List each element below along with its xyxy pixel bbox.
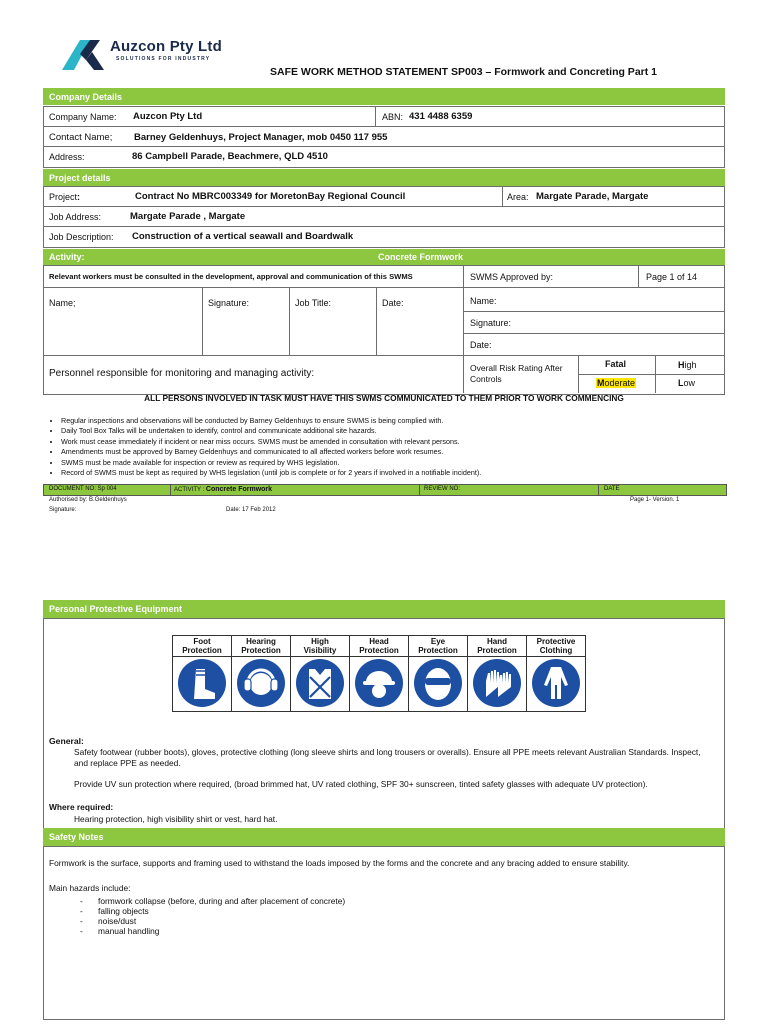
- logo-name: Auzcon Pty Ltd: [110, 38, 222, 55]
- boot-icon: [173, 657, 232, 712]
- area-value: Margate Parade, Margate: [536, 191, 649, 202]
- footer-activity: ACTIVITY : Concrete Formwork: [174, 486, 273, 493]
- job-title-column: Job Title:: [295, 298, 332, 308]
- project-label: Project:: [49, 192, 81, 202]
- general-text: Safety footwear (rubber boots), gloves, protective clothing (long sleeve shirts and long trousers or overalls). Ensure all PPE meets relevant Australian Standards. Inspect, and replace PPE as needed.: [74, 747, 701, 768]
- company-name-value: Auzcon Pty Ltd: [133, 111, 203, 122]
- page-version: Page 1- Version. 1: [630, 497, 680, 503]
- hazard-item: -: [80, 916, 83, 926]
- project-value: Contract No MBRC003349 for MoretonBay Regional Council: [135, 191, 406, 202]
- hazard-item: -: [80, 926, 83, 936]
- responsible-label: Personnel responsible for monitoring and managing activity:: [49, 368, 315, 379]
- requirement-item: • Regular inspections and observations will be conducted by Barney Geldenhuys to ensure SWMS is being complied with.: [61, 416, 741, 426]
- requirements-list: [47, 416, 741, 478]
- risk-fatal: Fatal: [605, 359, 627, 369]
- ppe-icon-table: [172, 635, 586, 712]
- safety-notes-header: [43, 828, 725, 846]
- footer-date-value: Date: 17 Feb 2012: [226, 507, 276, 513]
- requirement-item: • Amendments must be approved by Barney Geldenhuys and communicated to all affected workers before work resumes.: [61, 447, 741, 457]
- date-column: Date:: [382, 298, 404, 308]
- contact-label: Contact Name;: [49, 132, 113, 143]
- hazard-item-text: formwork collapse (before, during and after placement of concrete): [98, 896, 346, 906]
- footer-bar: [43, 484, 727, 496]
- signature-column: Signature:: [208, 298, 250, 308]
- project-details-header: [43, 169, 725, 186]
- where-required-heading: Where required:: [49, 802, 114, 812]
- abn-label: ABN:: [382, 112, 404, 122]
- activity-value: Concrete Formwork: [378, 252, 464, 262]
- ppe-label-head: Head Protection: [350, 636, 409, 657]
- where-required-text: Hearing protection, high visibility shirt or vest, hard hat.: [74, 814, 278, 824]
- ppe-title: Personal Protective Equipment: [49, 604, 183, 614]
- job-description-value: Construction of a vertical seawall and Boardwalk: [132, 231, 354, 242]
- abn-value: 431 4488 6359: [409, 111, 473, 122]
- job-address-value: Margate Parade , Margate: [130, 211, 246, 222]
- footer-date: DATE: [604, 486, 620, 492]
- ppe-label-eye: Eye Protection: [409, 636, 468, 657]
- requirement-item: • Daily Tool Box Talks will be undertaken to identify, control and communicate additional site hazards.: [61, 426, 741, 436]
- uv-protection-text: Provide UV sun protection where required, (broad brimmed hat, UV rated clothing, SPF 30+ sunscreen, tinted safety glasses with adequate UV protection).: [74, 779, 648, 789]
- requirement-item: • SWMS must be made available for inspection or review as required by WHS legislation.: [61, 458, 741, 468]
- requirement-item: • Work must cease immediately if incident or near miss occurs. SWMS must be amended in consultation with relevant persons.: [61, 437, 741, 447]
- job-description-label: Job Description:: [49, 232, 114, 242]
- ear-muffs-icon: [232, 657, 291, 712]
- company-name-label: Company Name:: [49, 112, 117, 122]
- document-title: SAFE WORK METHOD STATEMENT SP003 – Formwork and Concreting Part 1: [270, 66, 657, 78]
- safety-notes-title: Safety Notes: [49, 832, 104, 842]
- page-number: Page 1 of 14: [646, 272, 698, 282]
- formwork-definition: Formwork is the surface, supports and framing used to withstand the loads imposed by the forms and the concrete and any bracing added to ensure stability.: [49, 858, 630, 868]
- ppe-header: [43, 600, 725, 618]
- area-label: Area:: [507, 192, 529, 202]
- ppe-label-hearing: Hearing Protection: [232, 636, 291, 657]
- hazard-item-text: noise/dust: [98, 916, 137, 926]
- safety-glasses-icon: [409, 657, 468, 712]
- hazard-item-text: falling objects: [98, 906, 149, 916]
- consult-text: Relevant workers must be consulted in the development, approval and communication of this SWMS: [49, 272, 413, 281]
- hi-vis-vest-icon: [291, 657, 350, 712]
- approved-by-label: SWMS Approved by:: [470, 272, 554, 282]
- approver-date-label: Date:: [470, 340, 492, 350]
- ppe-label-clothing: Protective Clothing: [527, 636, 586, 657]
- address-value: 86 Campbell Parade, Beachmere, QLD 4510: [132, 151, 328, 162]
- hazard-item: -: [80, 906, 83, 916]
- approver-signature-label: Signature:: [470, 318, 512, 328]
- gloves-icon: [468, 657, 527, 712]
- ppe-label-hand: Hand Protection: [468, 636, 527, 657]
- company-details-title: Company Details: [49, 92, 123, 102]
- footer-document-no: DOCUMENT NO: Sp 004: [49, 486, 117, 492]
- approver-name-label: Name:: [470, 296, 497, 306]
- contact-value: Barney Geldenhuys, Project Manager, mob 0450 117 955: [134, 132, 388, 143]
- general-heading: General:: [49, 736, 84, 746]
- risk-low: Low: [678, 378, 696, 388]
- overalls-icon: [527, 657, 586, 712]
- communication-notice: ALL PERSONS INVOLVED IN TASK MUST HAVE THIS SWMS COMMUNICATED TO THEM PRIOR TO WORK COMMENCING: [144, 393, 624, 403]
- address-label: Address:: [49, 152, 85, 162]
- risk-moderate-selected: Moderate: [597, 378, 636, 388]
- footer-review-no: REVIEW NO:: [424, 486, 461, 492]
- logo-mark-icon: [60, 36, 110, 72]
- hazard-item: -: [80, 896, 83, 906]
- activity-label: Activity:: [49, 252, 85, 262]
- name-column: Name;: [49, 298, 76, 308]
- logo-tagline: SOLUTIONS FOR INDUSTRY: [116, 56, 211, 62]
- requirement-item: • Record of SWMS must be kept as required by WHS legislation (until job is complete or for 2 years if involved in a notifiable incident).: [61, 468, 741, 478]
- authorised-by: Authorised by: B.Geldenhuys: [49, 497, 127, 503]
- project-details-title: Project details: [49, 173, 111, 183]
- activity-header: [43, 249, 725, 265]
- hazard-item-text: manual handling: [98, 926, 160, 936]
- ppe-label-foot: Foot Protection: [173, 636, 232, 657]
- hard-hat-icon: [350, 657, 409, 712]
- risk-high: High: [678, 360, 697, 370]
- footer-signature: Signature:: [49, 507, 77, 513]
- risk-rating-label: Overall Risk Rating After Controls: [470, 363, 563, 384]
- ppe-label-visibility: High Visibility: [291, 636, 350, 657]
- hazards-heading: Main hazards include:: [49, 883, 131, 893]
- job-address-label: Job Address:: [49, 212, 102, 222]
- company-details-header: [43, 88, 725, 105]
